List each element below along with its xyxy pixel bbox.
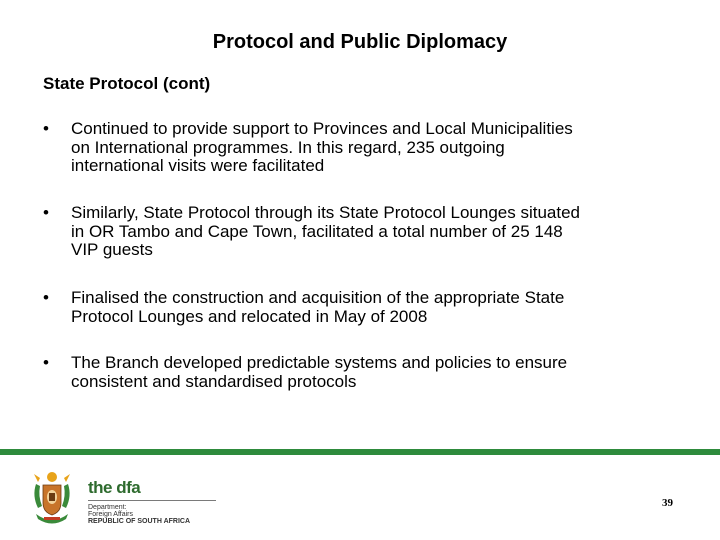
bullet-line: The Branch developed predictable systems and policies to ensure: [71, 353, 568, 372]
bullet-line: VIP guests: [71, 240, 153, 259]
bullet-text: [71, 354, 683, 391]
bullet-item: [43, 289, 683, 326]
logo-line: Foreign Affairs: [88, 511, 134, 518]
dfa-brand-text: the dfa: [88, 478, 141, 497]
bullet-icon: •: [43, 119, 49, 138]
bullet-line: Protocol Lounges and relocated in May of 2008: [71, 306, 428, 326]
bullet-line: Similarly, State Protocol through its State Protocol Lounges situated: [71, 203, 581, 222]
bullet-line: consistent and standardised protocols: [71, 371, 357, 391]
bullet-line: international visits were facilitated: [71, 156, 325, 175]
logo-line: Department:: [88, 504, 127, 511]
bullet-text: [71, 120, 683, 176]
section-subtitle: State Protocol (cont): [43, 74, 211, 93]
bullet-icon: •: [43, 353, 49, 372]
footer-divider: [0, 449, 720, 455]
bullet-item: [43, 204, 683, 260]
bullet-line: Continued to provide support to Provinces and Local Municipalities: [71, 119, 573, 138]
bullet-item: [43, 354, 683, 391]
bullet-text: [71, 289, 683, 326]
slide-title: Protocol and Public Diplomacy: [212, 31, 508, 53]
bullet-line: Finalised the construction and acquisition of the appropriate State: [71, 288, 565, 307]
bullet-item: [43, 120, 683, 176]
logo-line: REPUBLIC OF SOUTH AFRICA: [88, 518, 191, 525]
bullet-icon: •: [43, 288, 49, 307]
bullet-line: on International programmes. In this regard, 235 outgoing: [71, 137, 505, 157]
page-number: 39: [662, 497, 673, 509]
coat-of-arms-icon: [30, 470, 74, 528]
bullet-icon: •: [43, 203, 49, 222]
logo-divider: [88, 500, 216, 501]
bullet-line: in OR Tambo and Cape Town, facilitated a total number of 25 148: [71, 221, 563, 241]
dfa-logo: [30, 470, 200, 530]
bullet-text: [71, 204, 683, 260]
